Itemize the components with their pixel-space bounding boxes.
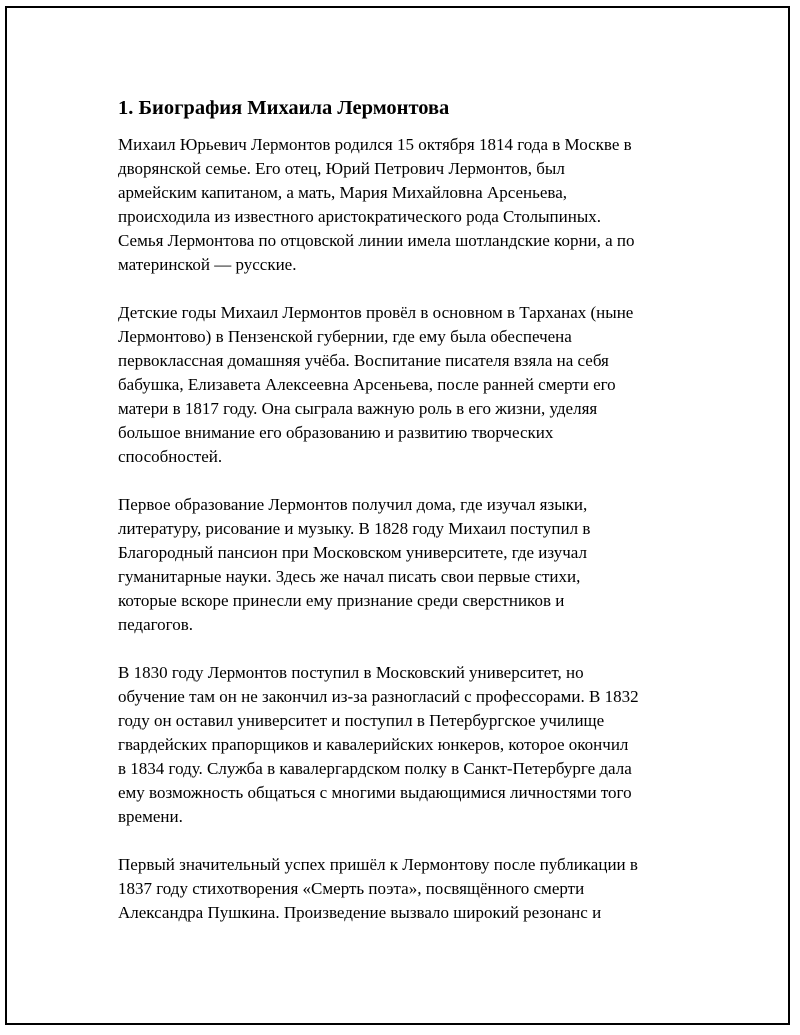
text-line: году он оставил университет и поступил в Петербургское училище bbox=[118, 711, 605, 730]
text-line: Благородный пансион при Московском университете, где изучал bbox=[118, 543, 587, 562]
text-line: ему возможность общаться с многими выдающимися личностями того bbox=[118, 783, 632, 802]
text-line: в 1834 году. Служба в кавалергардском полку в Санкт-Петербурге дала bbox=[118, 759, 632, 778]
text-line: Первый значительный успех пришёл к Лермонтову после публикации в bbox=[118, 855, 638, 874]
paragraph-4 bbox=[118, 661, 698, 829]
text-line: большое внимание его образованию и развитию творческих bbox=[118, 423, 554, 442]
text-line: Михаил Юрьевич Лермонтов родился 15 октября 1814 года в Москве в bbox=[118, 135, 632, 154]
text-line: первоклассная домашняя учёба. Воспитание писателя взяла на себя bbox=[118, 351, 609, 370]
text-line: материнской — русские. bbox=[118, 255, 297, 274]
text-line: матери в 1817 году. Она сыграла важную роль в его жизни, уделяя bbox=[118, 399, 598, 418]
document-body bbox=[118, 96, 698, 949]
paragraph-3 bbox=[118, 493, 698, 637]
text-line: В 1830 году Лермонтов поступил в Московский университет, но bbox=[118, 663, 584, 682]
text-line: Детские годы Михаил Лермонтов провёл в основном в Тарханах (ныне bbox=[118, 303, 634, 322]
text-line: способностей. bbox=[118, 447, 223, 466]
text-line: литературу, рисование и музыку. В 1828 году Михаил поступил в bbox=[118, 519, 591, 538]
text-line: армейским капитаном, а мать, Мария Михайловна Арсеньева, bbox=[118, 183, 567, 202]
text-line: обучение там он не закончил из-за разногласий с профессорами. В 1832 bbox=[118, 687, 639, 706]
paragraph-5 bbox=[118, 853, 698, 925]
paragraph-2 bbox=[118, 301, 698, 469]
text-line: педагогов. bbox=[118, 615, 193, 634]
text-line: гвардейских прапорщиков и кавалерийских юнкеров, которое окончил bbox=[118, 735, 629, 754]
text-line: дворянской семье. Его отец, Юрий Петрович Лермонтов, был bbox=[118, 159, 565, 178]
text-line: которые вскоре принесли ему признание среди сверстников и bbox=[118, 591, 565, 610]
text-line: Лермонтово) в Пензенской губернии, где ему была обеспечена bbox=[118, 327, 572, 346]
text-line: времени. bbox=[118, 807, 183, 826]
text-line: Александра Пушкина. Произведение вызвало широкий резонанс и bbox=[118, 903, 602, 922]
text-line: гуманитарные науки. Здесь же начал писать свои первые стихи, bbox=[118, 567, 581, 586]
paragraph-1 bbox=[118, 133, 698, 277]
text-line: Первое образование Лермонтов получил дома, где изучал языки, bbox=[118, 495, 588, 514]
section-heading: 1. Биография Михаила Лермонтова bbox=[118, 97, 450, 119]
text-line: бабушка, Елизавета Алексеевна Арсеньева, после ранней смерти его bbox=[118, 375, 616, 394]
text-line: Семья Лермонтова по отцовской линии имела шотландские корни, а по bbox=[118, 231, 635, 250]
text-line: 1837 году стихотворения «Смерть поэта», посвящённого смерти bbox=[118, 879, 585, 898]
text-line: происходила из известного аристократического рода Столыпиных. bbox=[118, 207, 602, 226]
